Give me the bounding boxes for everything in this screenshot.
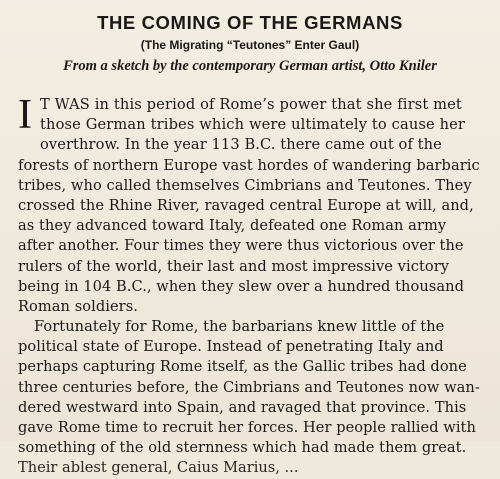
body-line: forests of northern Europe vast hordes of wandering barbaric — [18, 156, 480, 174]
body-line: as they advanced toward Italy, defeated one Roman army — [18, 217, 447, 235]
body-line: after another. Four times they were thus victorious over the — [18, 237, 464, 255]
body-line: dered westward into Spain, and ravaged that province. This — [18, 398, 467, 416]
body-line: overthrow. In the year 113 B.C. there came out of the — [40, 136, 442, 154]
body-line: perhaps capturing Rome itself, as the Gallic tribes had done — [18, 358, 467, 376]
body-line: Roman soldiers. — [18, 297, 138, 315]
body-line: rulers of the world, their last and most impressive victory — [18, 257, 450, 275]
body-line: crossed the Rhine River, ravaged central Europe at will, and, — [18, 196, 474, 214]
body-line-cutoff: Their ablest general, Caius Marius, ... — [18, 459, 299, 477]
page-title: THE COMING OF THE GERMANS — [97, 12, 403, 33]
body-line: something of the old sternness which had made them great. — [18, 439, 467, 457]
body-line: T WAS in this period of Rome’s power that she first met — [40, 96, 462, 113]
page-subtitle: (The Migrating “Teutones” Enter Gaul) — [140, 38, 360, 52]
body-line: political state of Europe. Instead of penetrating Italy and — [18, 338, 444, 356]
body-line: three centuries before, the Cimbrians and Teutones now wan- — [18, 378, 480, 396]
body-line: tribes, who called themselves Cimbrians and Teutones. They — [18, 176, 472, 194]
image-caption: From a sketch by the contemporary German artist, Otto Kniler — [63, 58, 437, 74]
drop-cap: I — [18, 92, 32, 138]
body-line: being in 104 B.C., when they slew over a hundred thousand — [18, 277, 464, 295]
body-line: those German tribes which were ultimately to cause her — [40, 116, 466, 134]
body-line: Fortunately for Rome, the barbarians knew little of the — [34, 318, 445, 336]
body-line: gave Rome time to recruit her forces. Her people rallied with — [18, 419, 476, 436]
article-body — [18, 92, 488, 479]
